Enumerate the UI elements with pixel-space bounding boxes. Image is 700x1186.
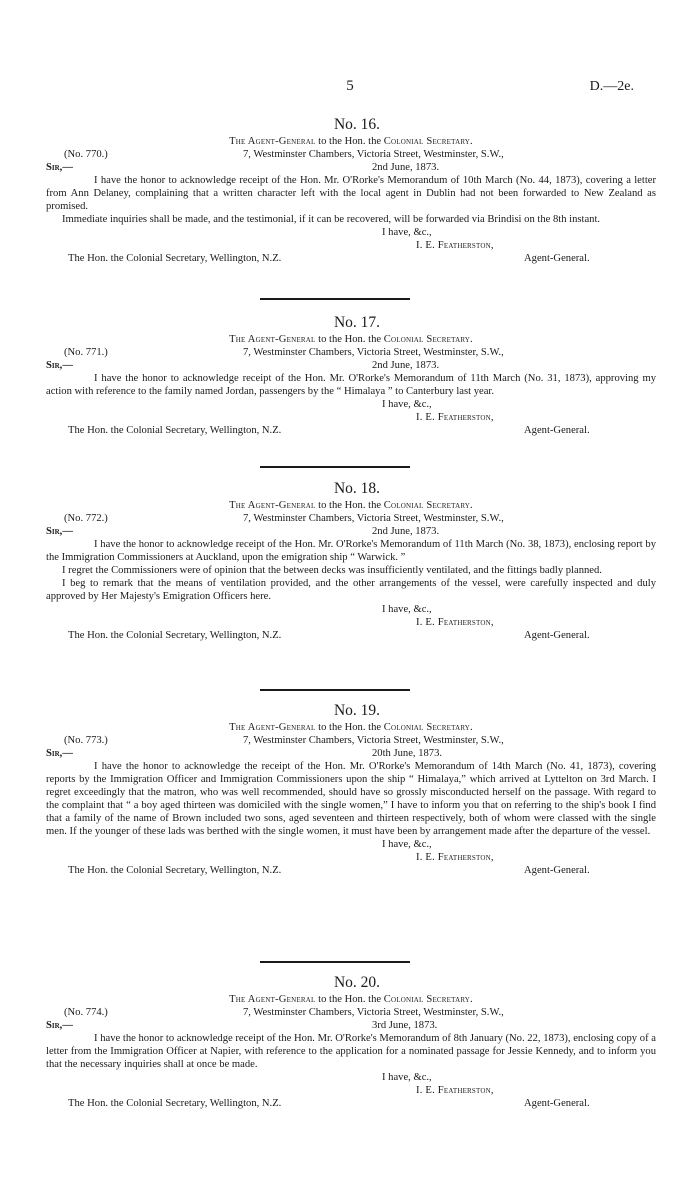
salutation: Sir,— [46,1020,73,1031]
signer: I. E. Featherston, [416,852,494,863]
letter-paragraph: I have the honor to acknowledge receipt of the Hon. Mr. O'Rorke's Memorandum of 11th March (No. 38, 1873), enclosing report by the Immigration Commissioners at Auckland, upon the emigration ship “ Warwick. ” [46,539,656,563]
sender-address: 7, Westminster Chambers, Victoria Street, Westminster, S.W., [243,347,504,358]
signature-line [46,252,656,266]
signer: I. E. Featherston, [416,1085,494,1096]
closing: I have, &c., [382,839,432,850]
section-divider [260,961,410,963]
letter-16 [46,116,656,266]
addressee: The Hon. the Colonial Secretary, Wellington, N.Z. [68,1098,282,1109]
letter-to-prefix: to the Hon. the [318,136,382,147]
closing: I have, &c., [382,604,432,615]
signer-role: Agent-General. [524,630,590,641]
letter-number: No. 16. [333,116,381,133]
letter-paragraph: I have the honor to acknowledge receipt of the Hon. Mr. O'Rorke's Memorandum of 8th January (No. 22, 1873), enclosing copy of a letter from the Immigration Officer at Napier, with reference to the application for a nominated passage for Jessie Kennedy, and to inform you that the necessary inquiries shall at once be made. [46,1033,656,1070]
page-number: 5 [346,78,354,94]
date-line [46,1019,656,1032]
sender-address: 7, Westminster Chambers, Victoria Street, Westminster, S.W., [243,149,504,160]
addressee: The Hon. the Colonial Secretary, Wellington, N.Z. [68,253,282,264]
letter-paragraph: I regret the Commissioners were of opinion that the between decks was insufficiently ventilated, and the fittings badly planned. [62,565,602,576]
signature-line [46,629,656,643]
address-line [46,512,656,525]
closing-line [46,838,656,851]
addressee: The Hon. the Colonial Secretary, Wellington, N.Z. [68,425,282,436]
signature-line [46,424,656,438]
closing: I have, &c., [382,1072,432,1083]
letter-paragraph: I have the honor to acknowledge receipt of the Hon. Mr. O'Rorke's Memorandum of 10th March (No. 44, 1873), covering a letter from Ann Delaney, complaining that a written character left with the local agent in Dublin had not been forwarded to New Zealand as promised. [46,175,656,212]
address-line [46,734,656,747]
letter-number: No. 20. [333,974,381,991]
document-reference: D.—2e. [589,79,634,94]
signer: I. E. Featherston, [416,412,494,423]
section-divider [260,298,410,300]
closing-line [46,226,656,239]
signer-line [46,616,656,629]
letter-recipient: Colonial Secretary. [383,500,473,511]
letter-number: No. 17. [333,314,381,331]
addressee: The Hon. the Colonial Secretary, Wellington, N.Z. [68,865,282,876]
signature-line [46,864,656,878]
letter-to-prefix: to the Hon. the [318,500,382,511]
letter-heading [46,500,656,512]
letter-19 [46,702,656,878]
salutation: Sir,— [46,526,73,537]
letter-ref: (No. 771.) [64,347,108,358]
date-line [46,747,656,760]
sender-address: 7, Westminster Chambers, Victoria Street, Westminster, S.W., [243,735,504,746]
closing-line [46,398,656,411]
letter-heading [46,994,656,1006]
letter-paragraph: I have the honor to acknowledge receipt of the Hon. Mr. O'Rorke's Memorandum of 11th March (No. 31, 1873), approving my action with reference to the family named Jordan, passengers by the “ Himalaya ” to Canterbury last year. [46,373,656,397]
signer-role: Agent-General. [524,1098,590,1109]
letter-sender: The Agent-General [229,334,316,345]
sender-address: 7, Westminster Chambers, Victoria Street, Westminster, S.W., [243,1007,504,1018]
closing: I have, &c., [382,399,432,410]
signer-line [46,851,656,864]
letter-to-prefix: to the Hon. the [318,722,382,733]
letter-ref: (No. 770.) [64,149,108,160]
signer-line [46,1084,656,1097]
sender-address: 7, Westminster Chambers, Victoria Street, Westminster, S.W., [243,513,504,524]
letter-sender: The Agent-General [229,500,316,511]
letter-number: No. 18. [333,480,381,497]
closing-line [46,1071,656,1084]
address-line [46,148,656,161]
letter-sender: The Agent-General [229,994,316,1005]
date-line [46,525,656,538]
letter-17 [46,314,656,438]
letter-sender: The Agent-General [229,722,316,733]
letter-20 [46,974,656,1111]
letter-heading [46,136,656,148]
letter-recipient: Colonial Secretary. [383,136,473,147]
letter-recipient: Colonial Secretary. [383,334,473,345]
letter-date: 2nd June, 1873. [372,360,440,371]
letter-date: 3rd June, 1873. [372,1020,438,1031]
addressee: The Hon. the Colonial Secretary, Wellington, N.Z. [68,630,282,641]
letter-heading [46,722,656,734]
salutation: Sir,— [46,748,73,759]
signer-role: Agent-General. [524,253,590,264]
closing: I have, &c., [382,227,432,238]
closing-line [46,603,656,616]
signer-line [46,239,656,252]
section-divider [260,689,410,691]
signer-line [46,411,656,424]
letter-paragraph: I beg to remark that the means of ventilation provided, and the other arrangements of the vessel, were carefully inspected and duly approved by Her Majesty's Emigration Officers here. [46,578,656,602]
letter-to-prefix: to the Hon. the [318,334,382,345]
letter-recipient: Colonial Secretary. [383,722,473,733]
salutation: Sir,— [46,162,73,173]
letter-ref: (No. 773.) [64,735,108,746]
letter-recipient: Colonial Secretary. [383,994,473,1005]
date-line [46,359,656,372]
signer-role: Agent-General. [524,425,590,436]
address-line [46,1006,656,1019]
letter-date: 2nd June, 1873. [372,162,440,173]
letter-heading [46,334,656,346]
letter-date: 2nd June, 1873. [372,526,440,537]
letter-sender: The Agent-General [229,136,316,147]
letter-paragraph: Immediate inquiries shall be made, and the testimonial, if it can be recovered, will be forwarded via Brindisi on the 8th instant. [62,214,601,225]
signature-line [46,1097,656,1111]
signer: I. E. Featherston, [416,617,494,628]
letter-to-prefix: to the Hon. the [318,994,382,1005]
letter-ref: (No. 772.) [64,513,108,524]
letter-paragraph: I have the honor to acknowledge the receipt of the Hon. Mr. O'Rorke's Memorandum of 14th March (No. 41, 1873), covering reports by the Immigration Officer and Immigration Commissioners upon the ship “ Himalaya,” which arrived at Lyttelton on 3rd March. I regret exceedingly that the matron, who was well recommended, should have so grossly misconducted herself on the passage. With regard to the complaint that “ a boy aged thirteen was domiciled with the single women,” I have to inform you that on referring to the ship's book I find that a family of the name of Brown included two sons, aged seventeen and thirteen respectively, both of whom were classed with the single men. If the younger of these lads was berthed with the single women, it must have been by arrangement made after the departure of the vessel. [46,761,656,837]
letter-ref: (No. 774.) [64,1007,108,1018]
address-line [46,346,656,359]
date-line [46,161,656,174]
letter-date: 20th June, 1873. [372,748,443,759]
section-divider [260,466,410,468]
letter-18 [46,480,656,643]
signer-role: Agent-General. [524,865,590,876]
salutation: Sir,— [46,360,73,371]
signer: I. E. Featherston, [416,240,494,251]
letter-number: No. 19. [333,702,381,719]
